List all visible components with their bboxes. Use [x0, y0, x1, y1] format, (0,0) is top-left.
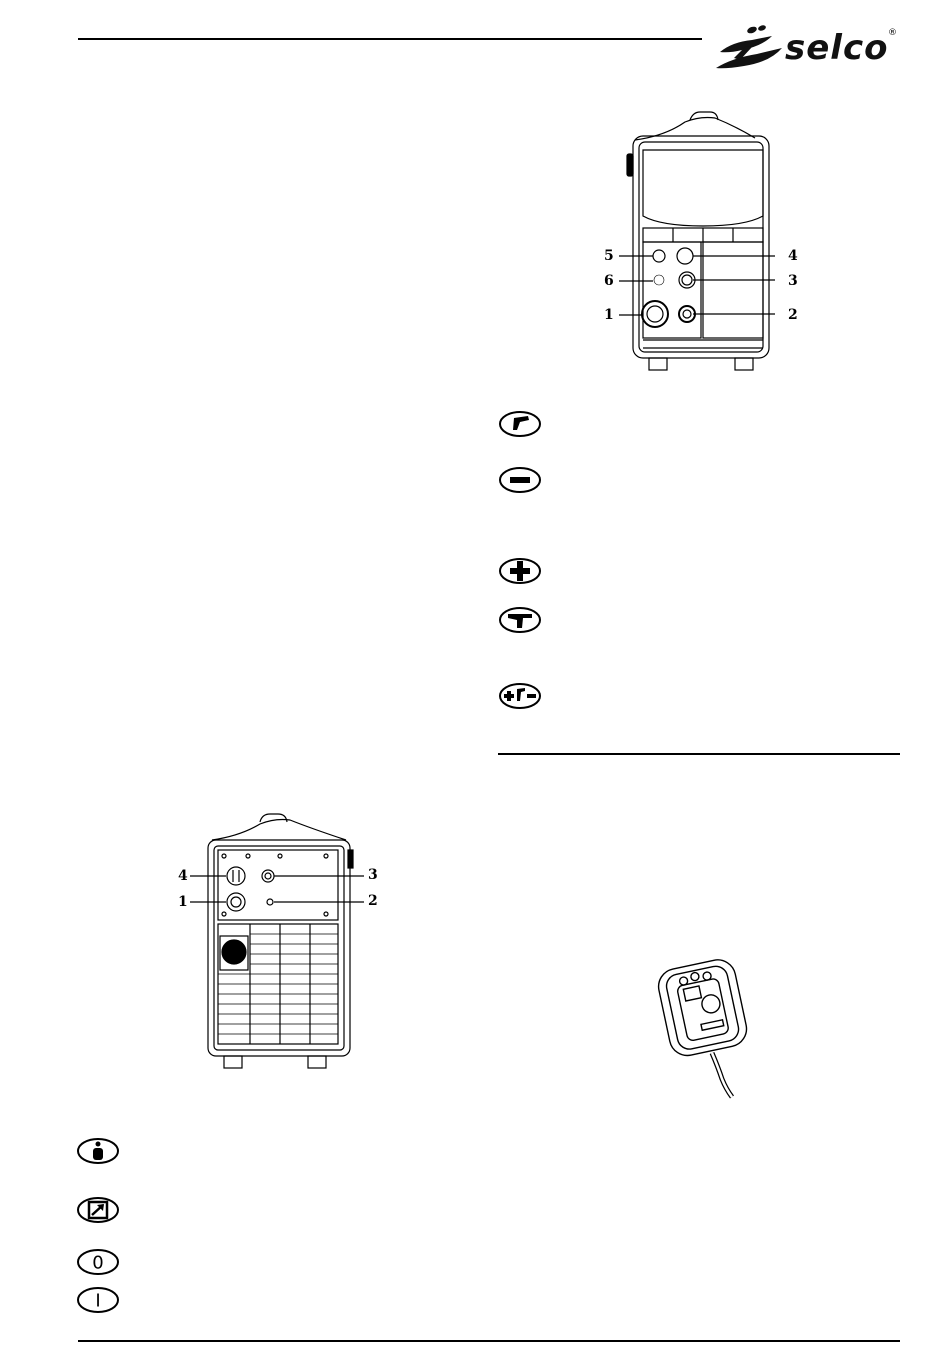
- footer-rule: [78, 1340, 900, 1342]
- front-callout-6: 6: [604, 273, 614, 289]
- rear-callout-1: 1: [178, 894, 188, 910]
- switch-off-icon: [76, 1248, 120, 1276]
- rear-callout-3: 3: [368, 867, 378, 883]
- header-rule: [78, 38, 702, 40]
- external-output-icon: [76, 1196, 120, 1224]
- rear-callout-2: 2: [368, 893, 378, 909]
- front-callout-1: 1: [604, 307, 614, 323]
- switch-on-icon: [76, 1286, 120, 1314]
- section-rule: [498, 753, 900, 755]
- rear-callout-4: 4: [178, 868, 188, 884]
- switch-on-label: I: [95, 1290, 101, 1312]
- front-callout-3: 3: [788, 273, 798, 289]
- front-panel-figure: [595, 108, 775, 373]
- front-callout-4: 4: [788, 248, 798, 264]
- torch-icon: [498, 410, 542, 438]
- remote-control-icon: [650, 955, 760, 1100]
- plus-icon: [498, 557, 542, 585]
- rear-panel-figure: [160, 810, 390, 1070]
- trigger-torch-icon: [498, 606, 542, 634]
- polarity-icon: [498, 682, 542, 710]
- registered-mark: ®: [888, 28, 897, 38]
- front-callout-5: 5: [604, 248, 614, 264]
- front-callout-2: 2: [788, 307, 798, 323]
- gas-cylinder-icon: [76, 1137, 120, 1165]
- minus-icon: [498, 466, 542, 494]
- switch-off-label: 0: [92, 1252, 104, 1274]
- brand-name: selco: [785, 28, 889, 68]
